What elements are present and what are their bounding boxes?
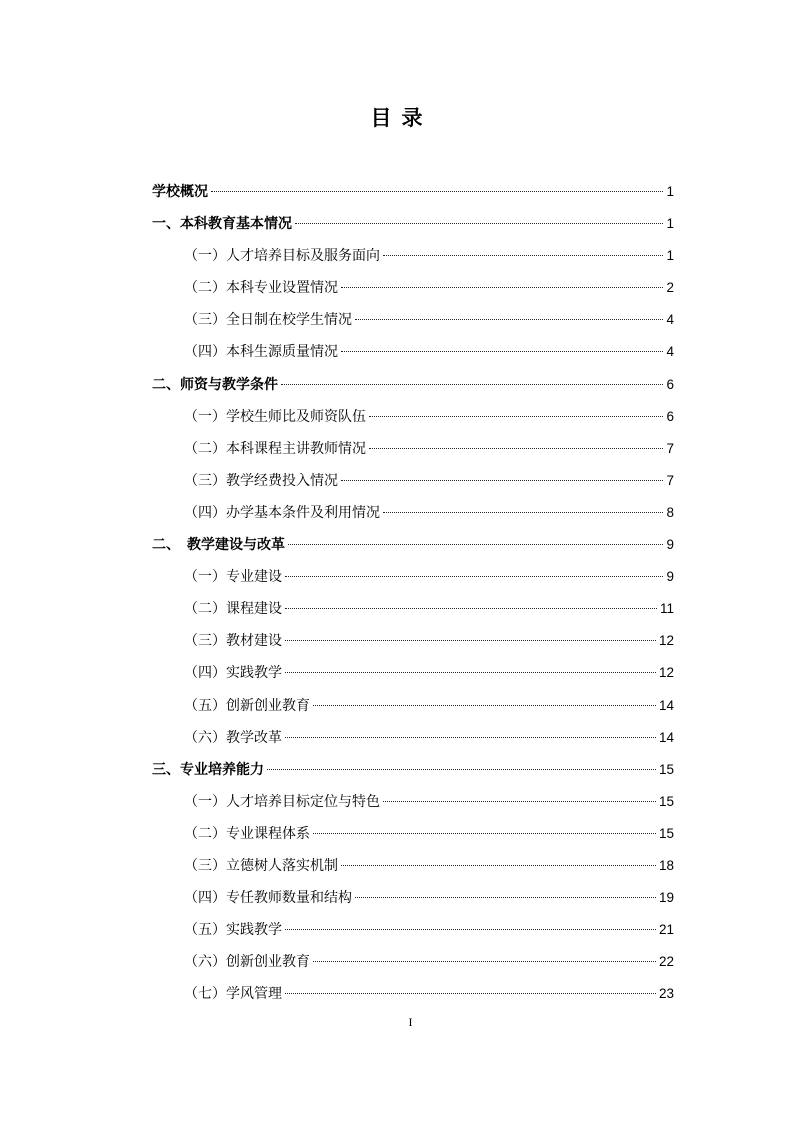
toc-dot-leader [295, 223, 663, 224]
page-title: 目录 [370, 106, 433, 130]
toc-entry-page-number: 1 [666, 184, 674, 199]
toc-entry-label: （三）立德树人落实机制 [184, 857, 338, 874]
table-of-contents [152, 176, 674, 1010]
toc-dot-leader [355, 319, 663, 320]
toc-entry-label: 一、本科教育基本情况 [152, 216, 292, 233]
toc-entry-label: （六）教学改革 [184, 729, 282, 746]
toc-dot-leader [369, 448, 663, 449]
toc-entry-page-number: 6 [666, 376, 674, 392]
toc-entry-page-number: 14 [658, 729, 674, 745]
toc-entry[interactable] [152, 497, 674, 529]
toc-entry[interactable] [152, 593, 674, 625]
toc-entry-page-number: 14 [658, 697, 674, 713]
toc-entry-label: 学校概况 [152, 184, 208, 200]
toc-entry-page-number: 7 [666, 440, 674, 456]
toc-entry-label: （一）人才培养目标及服务面向 [184, 248, 380, 265]
toc-dot-leader [313, 705, 656, 706]
toc-entry-label: （四）办学基本条件及利用情况 [184, 504, 380, 521]
toc-entry-page-number: 18 [658, 857, 674, 873]
toc-dot-leader [313, 961, 656, 962]
toc-entry-label: （三）全日制在校学生情况 [184, 312, 352, 329]
toc-dot-leader [383, 512, 663, 513]
toc-entry-label: （七）学风管理 [184, 986, 282, 1003]
toc-entry-page-number: 1 [666, 216, 674, 232]
toc-entry[interactable] [152, 786, 674, 818]
toc-entry[interactable] [152, 369, 674, 401]
toc-dot-leader [285, 576, 663, 577]
toc-dot-leader [341, 287, 663, 288]
toc-entry-page-number: 15 [658, 825, 674, 841]
toc-entry[interactable] [152, 882, 674, 914]
toc-dot-leader [341, 865, 656, 866]
toc-entry-page-number: 1 [666, 248, 674, 264]
toc-entry[interactable] [152, 433, 674, 465]
toc-entry-label: 二、师资与教学条件 [152, 376, 278, 393]
toc-entry[interactable] [152, 914, 674, 946]
toc-entry-label: （四）专任教师数量和结构 [184, 890, 352, 907]
toc-entry-page-number: 19 [658, 890, 674, 906]
toc-entry[interactable] [152, 946, 674, 978]
toc-entry[interactable] [152, 208, 674, 240]
toc-entry[interactable] [152, 529, 674, 561]
toc-dot-leader [211, 191, 663, 192]
toc-entry[interactable] [152, 978, 674, 1010]
toc-entry-label: 三、专业培养能力 [152, 761, 264, 778]
toc-entry-page-number: 21 [658, 922, 674, 938]
toc-dot-leader [285, 608, 657, 609]
toc-entry-label: （五）实践教学 [184, 922, 282, 939]
toc-dot-leader [341, 480, 663, 481]
toc-entry[interactable] [152, 401, 674, 433]
toc-entry-page-number: 2 [666, 280, 674, 296]
toc-entry[interactable] [152, 850, 674, 882]
toc-entry-page-number: 11 [659, 601, 674, 617]
toc-entry-label: （三）教材建设 [184, 633, 282, 650]
toc-entry-label: （四）本科生源质量情况 [184, 344, 338, 361]
toc-entry[interactable] [152, 561, 674, 593]
page-number-footer: I [408, 1015, 413, 1029]
toc-dot-leader [383, 255, 663, 256]
toc-entry-page-number: 23 [658, 986, 674, 1002]
toc-entry-page-number: 7 [666, 472, 674, 488]
toc-dot-leader [285, 640, 656, 641]
toc-entry[interactable] [152, 272, 674, 304]
toc-entry-page-number: 8 [666, 504, 674, 520]
toc-entry-label: （二）本科专业设置情况 [184, 280, 338, 297]
toc-entry-label: （四）实践教学 [184, 665, 282, 682]
toc-entry[interactable] [152, 465, 674, 497]
toc-dot-leader [288, 544, 663, 545]
toc-entry-label: （二）课程建设 [184, 601, 282, 618]
toc-entry-page-number: 12 [658, 665, 674, 681]
toc-entry-label: （一）人才培养目标定位与特色 [184, 793, 380, 810]
toc-dot-leader [341, 351, 663, 352]
toc-entry-label: 二、 教学建设与改革 [152, 537, 285, 554]
toc-entry-page-number: 9 [666, 537, 674, 553]
toc-entry[interactable] [152, 240, 674, 272]
toc-entry-label: （一）专业建设 [184, 569, 282, 586]
toc-dot-leader [285, 993, 656, 994]
toc-entry[interactable] [152, 304, 674, 336]
toc-entry-page-number: 22 [658, 954, 674, 970]
toc-dot-leader [285, 737, 656, 738]
toc-entry[interactable] [152, 818, 674, 850]
toc-entry[interactable] [152, 176, 674, 208]
toc-entry-page-number: 15 [658, 761, 674, 777]
toc-entry[interactable] [152, 754, 674, 786]
toc-entry-label: （二）本科课程主讲教师情况 [184, 440, 366, 457]
toc-entry-page-number: 4 [666, 344, 674, 360]
toc-entry-label: （五）创新创业教育 [184, 697, 310, 714]
toc-entry-label: （二）专业课程体系 [184, 825, 310, 842]
toc-entry[interactable] [152, 722, 674, 754]
toc-entry[interactable] [152, 657, 674, 689]
toc-entry[interactable] [152, 336, 674, 368]
toc-dot-leader [383, 801, 656, 802]
toc-entry-page-number: 15 [658, 793, 674, 809]
toc-entry-label: （一）学校生师比及师资队伍 [184, 408, 366, 425]
toc-entry-page-number: 4 [666, 312, 674, 328]
toc-dot-leader [285, 672, 656, 673]
toc-entry-page-number: 6 [666, 408, 674, 424]
toc-entry-label: （六）创新创业教育 [184, 954, 310, 971]
toc-dot-leader [369, 416, 663, 417]
toc-entry[interactable] [152, 690, 674, 722]
toc-dot-leader [313, 833, 656, 834]
toc-entry-label: （三）教学经费投入情况 [184, 472, 338, 489]
toc-entry-page-number: 12 [658, 633, 674, 649]
toc-dot-leader [285, 929, 656, 930]
toc-dot-leader [281, 384, 663, 385]
toc-entry-page-number: 9 [666, 569, 674, 585]
toc-dot-leader [267, 769, 656, 770]
toc-entry[interactable] [152, 625, 674, 657]
toc-dot-leader [355, 897, 656, 898]
